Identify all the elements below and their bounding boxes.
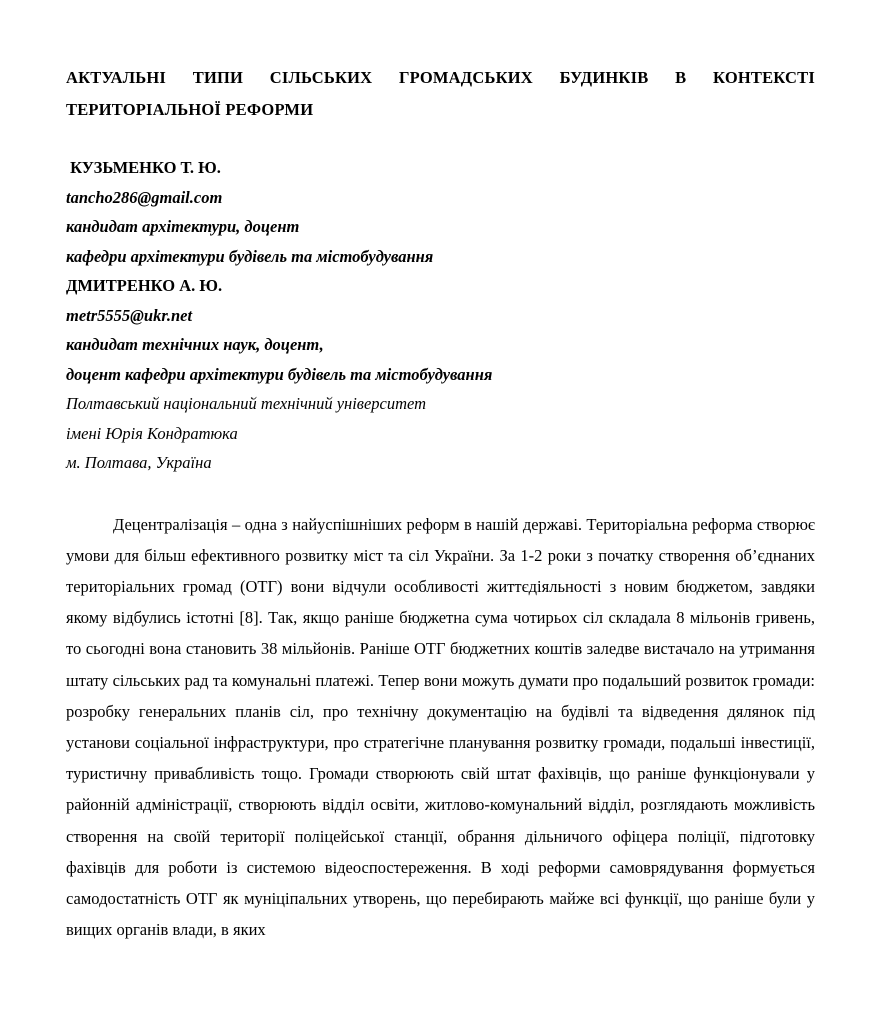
- page-title-line-1: АКТУАЛЬНІ ТИПИ СІЛЬСЬКИХ ГРОМАДСЬКИХ БУДИНКІВ В КОНТЕКСТІ: [66, 68, 815, 87]
- body-paragraph-1: Децентралізація – одна з найуспішніших реформ в нашій державі. Територіальна реформа створює умови для більш ефективного розвитку міст та сіл України. За 1-2 роки з початку створення об’єднаних територіальних громад (ОТГ) вони відчули особливості життєдіяльності з новим бюджетом, завдяки якому відбулись істотні [8]. Так, якщо раніше бюджетна сума чотирьох сіл складала 8 мільонів гривень, то сьогодні вона становить 38 мільйонів. Раніше ОТГ бюджетних коштів заледве вистачало на утримання штату сільських рад та комунальні платежі. Тепер вони можуть думати про подальший розвиток громади: розробку генеральних планів сіл, про технічну документацію на будівлі та відведення дялянок під установи соціальної інфраструктури, про стратегічне планування розвитку громади, подальші інвестиції, туристичну привабливість тощо. Громади створюють свій штат фахівців, що раніше функціонували у районній адміністрації, створюють відділ освіти, житлово-комунальний відділ, розглядають можливість створення на своїй території поліцейської станції, обрання дільничого офіцера поліції, підготовку фахівців для роботи із системою відеоспостереження. В ході реформи самоврядування формується самодостатність ОТГ як муніціпальних утворень, що перебирають майже всі функції, що раніше були у вищих органів влади, в яких: [66, 514, 815, 940]
- page-title: [66, 0, 815, 126]
- author-block: [66, 126, 815, 478]
- author-1-degree-line-1: кандидат архітектури, доцент: [66, 217, 300, 236]
- affiliation-line-1: Полтавський національний технічний університет: [66, 394, 427, 413]
- author-2-degree-line-1: кандидат технічних наук, доцент,: [66, 335, 324, 354]
- author-2-email[interactable]: metr5555@ukr.net: [66, 305, 193, 325]
- affiliation-line-3: м. Полтава, Україна: [66, 453, 212, 472]
- author-2-name: ДМИТРЕНКО А. Ю.: [66, 276, 223, 295]
- page-title-line-2: ТЕРИТОРІАЛЬНОЇ РЕФОРМИ: [66, 100, 314, 119]
- author-1-email[interactable]: tancho286@gmail.com: [66, 187, 223, 207]
- author-2-degree-line-2: доцент кафедри архітектури будівель та містобудування: [66, 364, 493, 384]
- document-content-column: [66, 0, 815, 945]
- author-1-name: КУЗЬМЕНКО Т. Ю.: [66, 158, 221, 177]
- affiliation-line-2: імені Юрія Кондратюка: [66, 423, 238, 443]
- author-1-degree-line-2: кафедри архітектури будівель та містобудування: [66, 246, 434, 266]
